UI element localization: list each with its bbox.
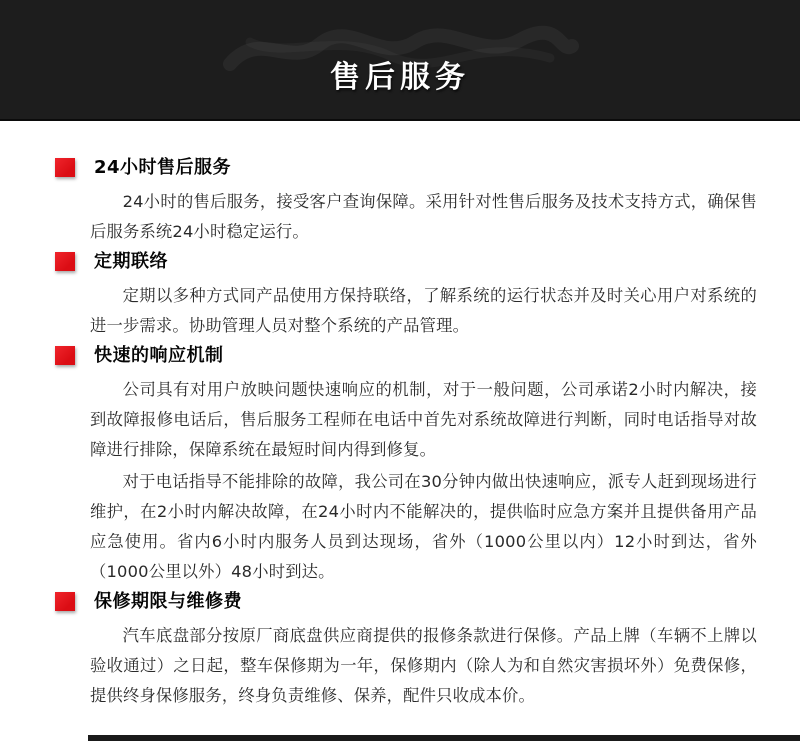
section-header — [55, 343, 757, 368]
section-24h-service — [55, 155, 757, 247]
red-square-bullet-icon — [55, 346, 75, 365]
section-paragraph: 24小时的售后服务，接受客户查询保障。采用针对性售后服务及技术支持方式，确保售后服务系统24小时稳定运行。 — [90, 192, 757, 241]
red-square-bullet-icon — [55, 592, 75, 611]
section-paragraph: 对于电话指导不能排除的故障，我公司在30分钟内做出快速响应，派专人赶到现场进行维护，在2小时内解决故障，在24小时内不能解决的，提供临时应急方案并且提供备用产品应急使用。省内6小时内服务人员到达现场，省外（1000公里以内）12小时到达，省外（1000公里以外）48小时到达。 — [90, 472, 757, 581]
section-heading: 定期联络 — [94, 251, 168, 272]
section-regular-contact — [55, 249, 757, 341]
section-heading: 保修期限与维修费 — [94, 591, 242, 612]
section-paragraph: 汽车底盘部分按原厂商底盘供应商提供的报修条款进行保修。产品上牌（车辆不上牌以验收通过）之日起，整车保修期为一年，保修期内（除人为和自然灾害损坏外）免费保修，提供终身保修服务，终身负责维修、保养，配件只收成本价。 — [90, 626, 757, 705]
page-title: 售后服务 — [330, 60, 470, 95]
section-header — [55, 249, 757, 274]
section-warranty — [55, 589, 757, 711]
section-fast-response — [55, 343, 757, 587]
next-banner-crop-edge — [88, 735, 800, 741]
section-header — [55, 155, 757, 180]
section-header — [55, 589, 757, 614]
section-heading: 24小时售后服务 — [94, 157, 232, 178]
red-square-bullet-icon — [55, 158, 75, 177]
section-paragraph: 定期以多种方式同产品使用方保持联络，了解系统的运行状态并及时关心用户对系统的进一步需求。协助管理人员对整个系统的产品管理。 — [90, 286, 757, 335]
section-paragraph: 公司具有对用户放映问题快速响应的机制，对于一般问题，公司承诺2小时内解决，接到故障报修电话后，售后服务工程师在电话中首先对系统故障进行判断，同时电话指导对故障进行排除，保障系统在最短时间内得到修复。 — [90, 380, 757, 459]
section-heading: 快速的响应机制 — [94, 345, 224, 366]
service-sections — [0, 121, 800, 711]
red-square-bullet-icon — [55, 252, 75, 271]
page-header-banner — [0, 0, 800, 121]
